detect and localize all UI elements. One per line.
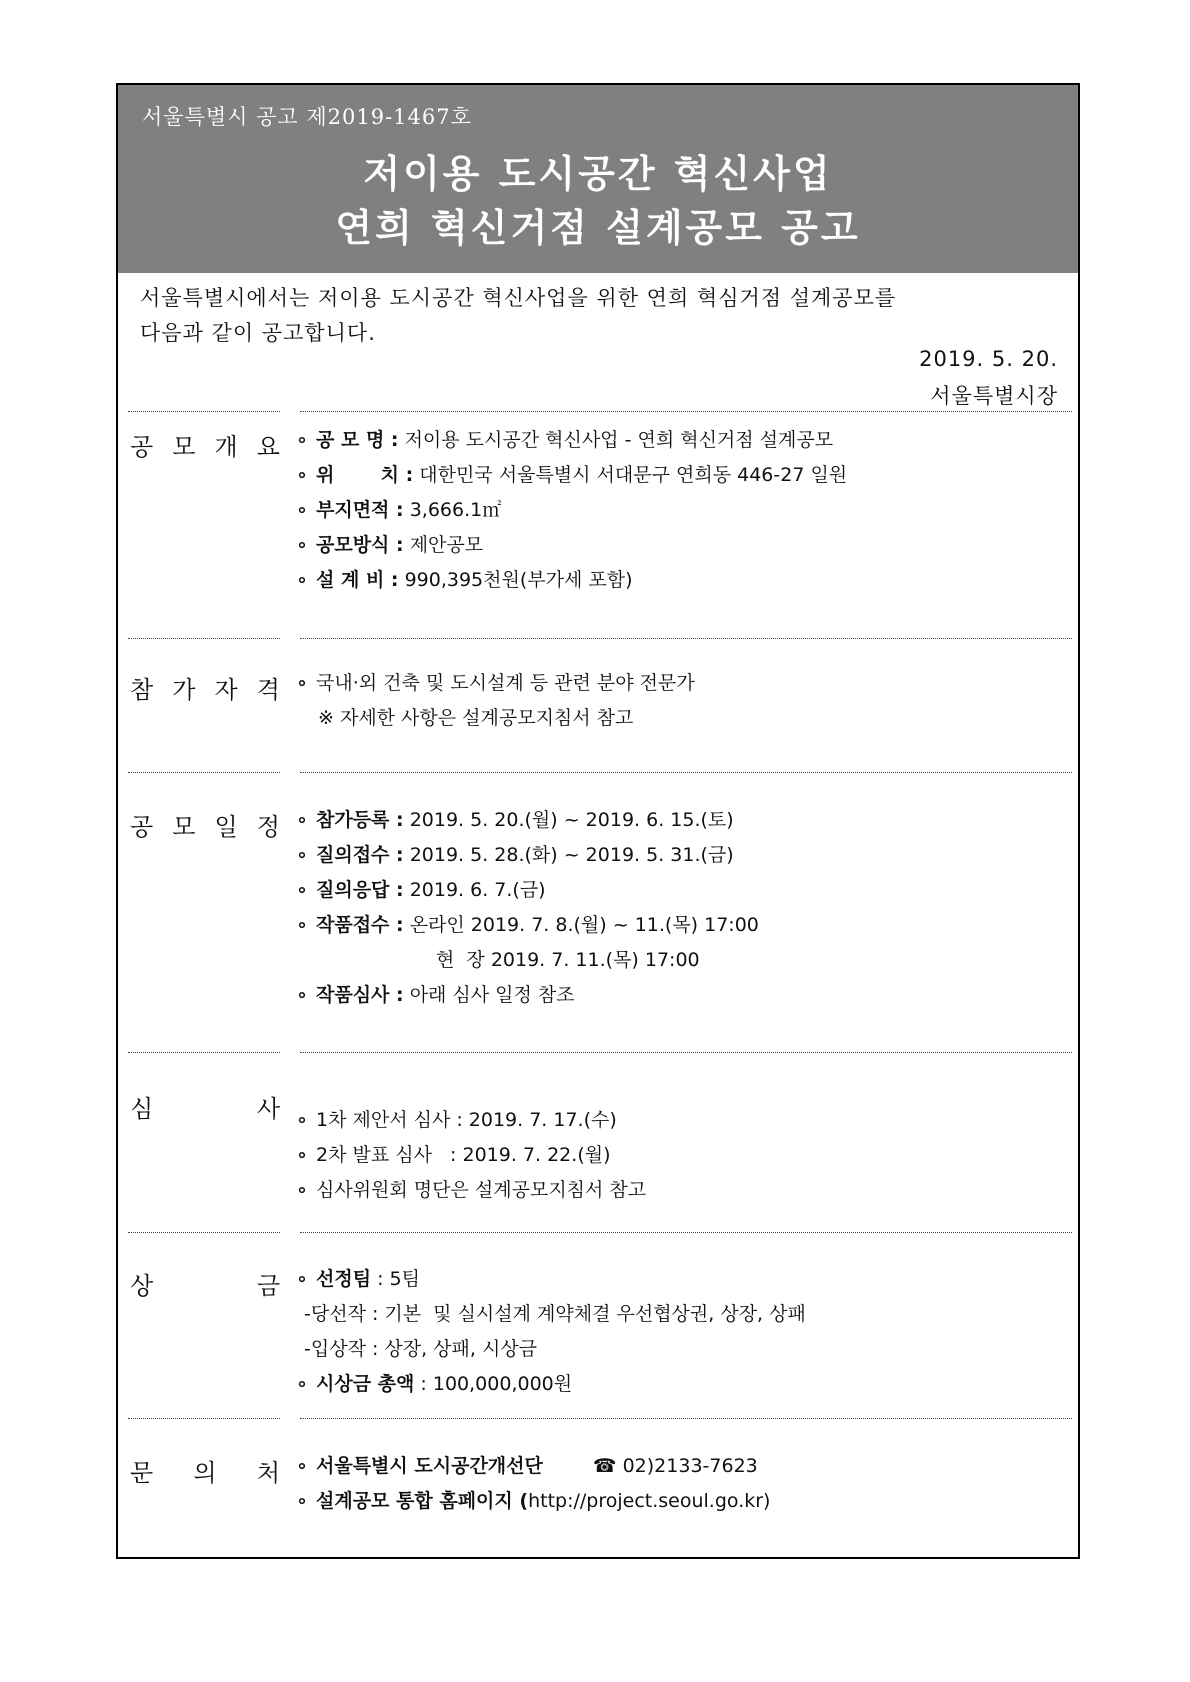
section-label-prize: 상 금 — [130, 1272, 280, 1300]
notice-number: 서울특별시 공고 제2019-1467호 — [142, 105, 472, 129]
bullet-icon: ∘ — [296, 984, 308, 1006]
notice-frame — [116, 83, 1080, 1559]
divider — [300, 1232, 1072, 1233]
contact-items — [296, 1449, 770, 1519]
divider — [128, 772, 280, 773]
bullet-icon: ∘ — [296, 914, 308, 936]
bullet-icon: ∘ — [296, 1455, 308, 1477]
bullet-icon: ∘ — [296, 569, 308, 591]
divider — [300, 638, 1072, 639]
bullet-icon: ∘ — [296, 429, 308, 451]
list-item: ∘ 선정팀 : 5팀 — [296, 1262, 806, 1297]
list-item: ∘ 질의응답 : 2019. 6. 7.(금) — [296, 873, 759, 908]
bullet-icon: ∘ — [296, 879, 308, 901]
bullet-icon: ∘ — [296, 1144, 308, 1166]
schedule-items — [296, 803, 759, 1013]
notice-header — [118, 85, 1078, 273]
notice-issuer: 서울특별시장 — [930, 384, 1058, 408]
review-items — [296, 1103, 646, 1208]
divider — [128, 1418, 280, 1419]
divider — [300, 772, 1072, 773]
list-item: ∘ 위 치 : 대한민국 서울특별시 서대문구 연희동 446-27 일원 — [296, 458, 847, 493]
bullet-icon: ∘ — [296, 534, 308, 556]
homepage-link[interactable]: http://project.seoul.go.kr) — [528, 1490, 771, 1512]
intro-line1: 서울특별시에서는 저이용 도시공간 혁신사업을 위한 연희 혁심거점 설계공모를 — [140, 286, 897, 310]
list-item: ∘ 참가등록 : 2019. 5. 20.(월) ~ 2019. 6. 15.(토) — [296, 803, 759, 838]
list-item: ∘ 질의접수 : 2019. 5. 28.(화) ~ 2019. 5. 31.(금) — [296, 838, 759, 873]
bullet-icon: ∘ — [296, 1179, 308, 1201]
bullet-icon: ∘ — [296, 499, 308, 521]
section-label-overview: 공 모 개 요 — [130, 433, 280, 461]
list-item: ∘ 설 계 비 : 990,395천원(부가세 포함) — [296, 563, 847, 598]
notice-title-line1: 저이용 도시공간 혁신사업 — [363, 152, 833, 196]
bullet-icon: ∘ — [296, 1373, 308, 1395]
bullet-icon: ∘ — [296, 1268, 308, 1290]
note-item: ※ 자세한 사항은 설계공모지침서 참고 — [318, 707, 634, 729]
section-label-review: 심 사 — [130, 1095, 280, 1123]
list-item: ∘ 국내·외 건축 및 도시설계 등 관련 분야 전문가 — [296, 666, 695, 701]
divider — [128, 411, 280, 412]
list-item: -당선작 : 기본 및 실시설계 계약체결 우선협상권, 상장, 상패 — [304, 1303, 806, 1325]
divider — [300, 411, 1072, 412]
divider — [300, 1052, 1072, 1053]
bullet-icon: ∘ — [296, 672, 308, 694]
section-label-eligibility: 참 가 자 격 — [130, 676, 280, 704]
notice-title-line2: 연희 혁신거점 설계공모 공고 — [335, 206, 861, 250]
list-item: 현 장 2019. 7. 11.(목) 17:00 — [436, 949, 700, 971]
divider — [128, 1232, 280, 1233]
list-item: ∘ 작품심사 : 아래 심사 일정 참조 — [296, 978, 759, 1013]
list-item: -입상작 : 상장, 상패, 시상금 — [304, 1338, 538, 1360]
list-item: ∘ 1차 제안서 심사 : 2019. 7. 17.(수) — [296, 1103, 646, 1138]
intro-text — [140, 281, 896, 351]
list-item: ∘ 부지면적 : 3,666.1㎡ — [296, 493, 847, 528]
bullet-icon: ∘ — [296, 844, 308, 866]
notice-date: 2019. 5. 20. — [919, 347, 1058, 371]
divider — [300, 1418, 1072, 1419]
prize-items — [296, 1262, 806, 1402]
divider — [128, 1052, 280, 1053]
list-item: ∘ 작품접수 : 온라인 2019. 7. 8.(월) ~ 11.(목) 17:00 — [296, 908, 759, 943]
bullet-icon: ∘ — [296, 1109, 308, 1131]
bullet-icon: ∘ — [296, 809, 308, 831]
phone-icon: ☎ — [592, 1455, 617, 1477]
overview-items — [296, 423, 847, 598]
list-item: ∘ 심사위원회 명단은 설계공모지침서 참고 — [296, 1173, 646, 1208]
list-item: ∘ 공모방식 : 제안공모 — [296, 528, 847, 563]
divider — [128, 638, 280, 639]
list-item: ∘ 2차 발표 심사 : 2019. 7. 22.(월) — [296, 1138, 646, 1173]
section-label-schedule: 공 모 일 정 — [130, 813, 280, 841]
intro-line2: 다음과 같이 공고합니다. — [140, 321, 376, 345]
section-label-contact: 문 의 처 — [130, 1459, 280, 1487]
eligibility-items — [296, 666, 695, 736]
list-item: ∘ 시상금 총액 : 100,000,000원 — [296, 1367, 806, 1402]
bullet-icon: ∘ — [296, 464, 308, 486]
list-item: ∘ 서울특별시 도시공간개선단 ☎ 02)2133-7623 — [296, 1449, 770, 1484]
list-item: ∘ 설계공모 통합 홈페이지 (http://project.seoul.go.kr) — [296, 1484, 770, 1519]
bullet-icon: ∘ — [296, 1490, 308, 1512]
list-item: ∘ 공 모 명 : 저이용 도시공간 혁신사업 - 연희 혁신거점 설계공모 — [296, 423, 847, 458]
